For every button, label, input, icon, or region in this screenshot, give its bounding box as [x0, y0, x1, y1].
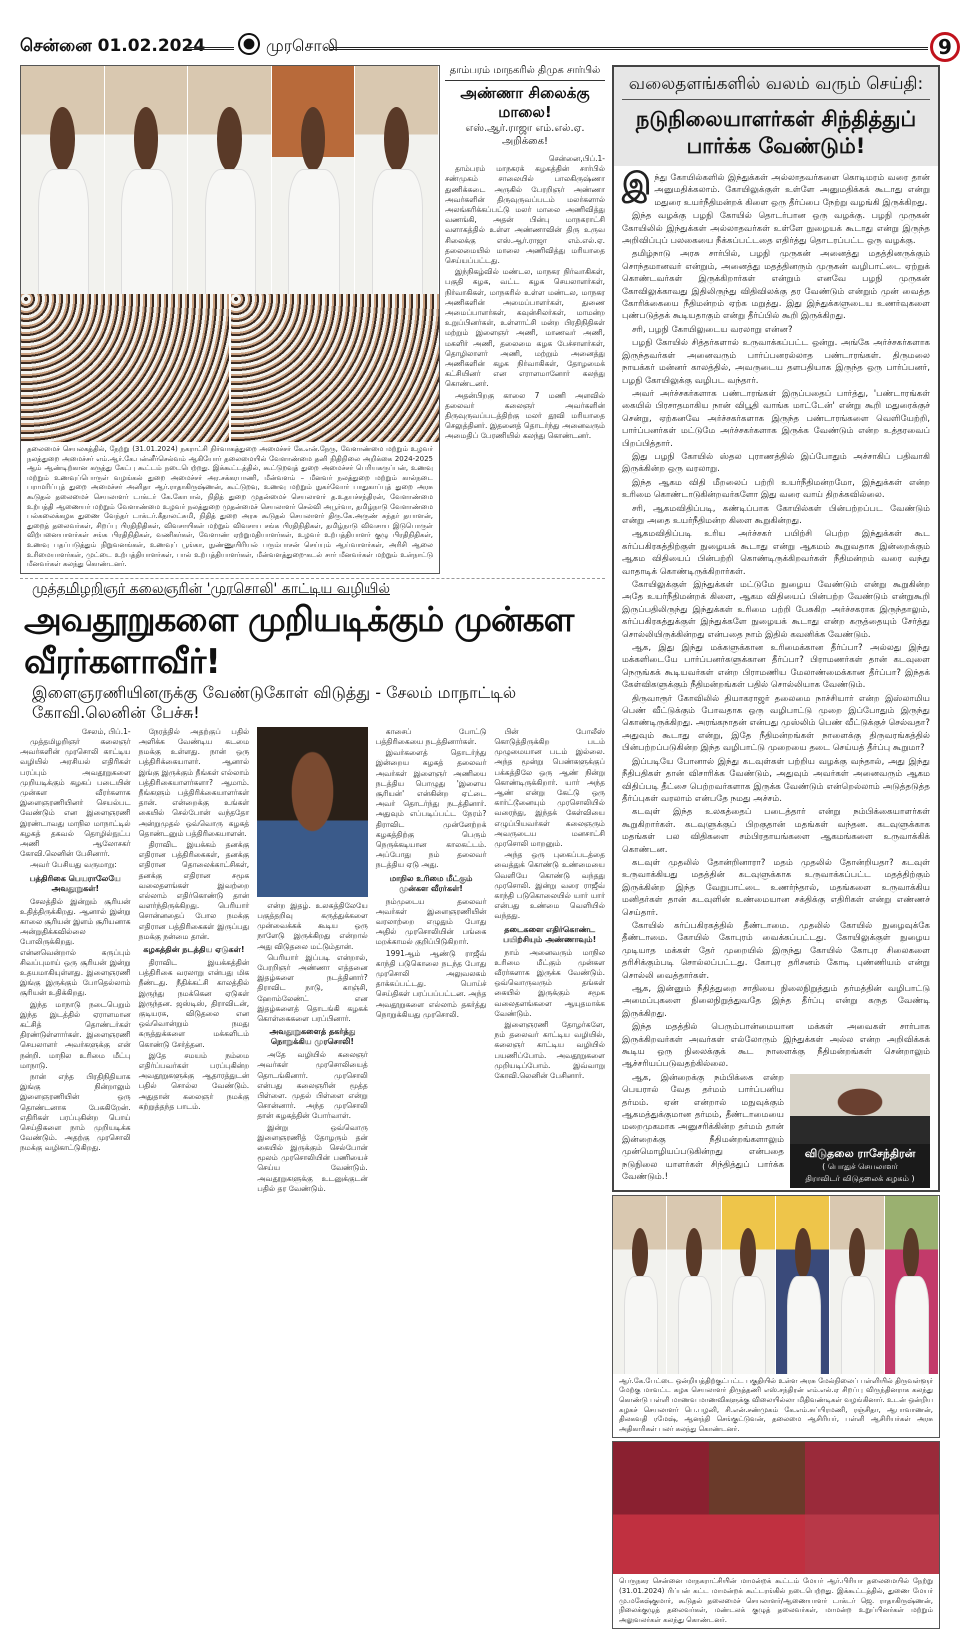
paragraph: கோயில் கர்ப்பகிரகத்தில் தீண்டாமை. முதலில் கோயில் நுழைவுக்கே தீண்டாமை. கோயில் கோபுரம் வைக்கப்பட்டது. கோயிலுக்குள் நுழைய முடியாத மக்கள் தேர் முறையில் இருந்து கோயில் கோபுர சிலைகளை தரிசிக்கும்படி சொல்லப்பட்டது. கோபுர தரிசனம் கோடி புண்ணியம் என்று சொல்லி வைத்தார்கள். — [622, 920, 930, 981]
paragraph: காசைப் போட்டு பத்திரிகையை நடத்தினார்கள். — [375, 726, 487, 746]
paragraph: கோயிலுக்குள் இந்துக்கள் மட்டுமே நுழைய வேண்டும் என்று கூறுகின்ற அதே உயர்நீதிமன்றக் கிளை, ஆகம விதியைப் பின்பற்ற வேண்டும் என்றுகூறி இருப்பதிலிருந்து இந்துக்கள் உரிமை பற்றி பேசுகிற அர்ச்சகராக இருந்தாலும், கர்ப்பகிரகத்துக்குள் இந்துக்களே நுழையக் கூடாது என்ற கருத்தையும் சேர்த்து சொல்லியிருக்கின்றது என்பதை நாம் இதில் கவனிக்க வேண்டும். — [622, 580, 930, 640]
paragraph: இந்த மாநாடு நடைபெறும் இந்த இடத்தில் ஏராளமான கட்சித் தொண்டர்கள் திரண்டுள்ளார்கள். இளைஞரணி செயலாளர் அவர்களுக்கு என் நன்றி. மாநில உரிமை மீட்பு மாநாடு. — [20, 999, 131, 1070]
paragraph: சரி, ஆகமவிதிப்படி, கண்டிப்பாக கோயில்கள் பின்பற்றப்பட வேண்டும் என்று அதை உயர்நீதிமன்ற கிளை கூறுகின்றது. — [622, 503, 930, 526]
paragraph: இந்த வழக்கு பழநி கோயில் தொடர்பான ஒரு வழக்கு. பழநி முருகன் கோயிலில் இந்துக்கள் அல்லாதவர்கள் உள்ளே நுழையக் கூடாது என்று இருந்த அறிவிப்புப் பலகையை நீக்கப்பட்டதை எதிர்த்து தொடரப்பட்ட ஒரு வழக்கு. — [622, 211, 930, 247]
side-story-dateline: சென்னை,பிப்.1- — [548, 154, 605, 163]
author-org: திராவிடர் விடுதலைக் கழகம் ) — [805, 1173, 915, 1183]
paragraph: இளைஞரணி தோழர்களே, நம் தலைவர் காட்டிய வழியில், கலைஞர் காட்டிய வழியில் பயணிப்போம். அவதூறுகளை முறியடிப்போம். இவ்வாறு கோவி.லெனின் பேசினார். — [494, 1020, 605, 1081]
section-subhead: கழகத்தின் நடத்திய ஏடுகள்! — [143, 944, 245, 954]
author-box — [790, 1074, 930, 1188]
article-kicker: முத்தமிழறிஞர் கலைஞரின் 'முரசொலி' காட்டிய வழியில் — [32, 580, 390, 597]
paragraph: இன்று ஒவ்வொரு இளைஞரணித் தோழரும் தன் கையில் இருக்கும் செல்போன் மூலம் முரசொலியின் பணியைச் செய்ய வேண்டும். அவதூறுகளுக்கு உடனுக்குடன் பதில் தர வேண்டும். — [257, 1122, 368, 1193]
paragraph: கடவுள் இந்த உலகத்தைப் படைத்தார் என்று நம்பிக்கையாளர்கள் கூறுகிறார்கள். கடவுளுக்குப் பிறகுதான் மதங்கள் வந்தன. கடவுளுக்காக மதங்கள் பல விதிகளை சம்பிரதாயங்களை ஆகமங்களை உருவாக்கிக் கொண்டன. — [622, 807, 930, 855]
paragraph: அதே வழியில் கலைஞர் அவர்கள் முரசொலியைத் தொடங்கினார். முரசொலி என்பது கலைஞரின் மூத்த பிள்ளை. முதல் பிள்ளை என்று சொன்னார். அந்த முரசொலி தான் கழகத்தின் போர்வாள். — [257, 1050, 368, 1121]
section-subhead: பத்திரிகை பெயராலேயே அவதூறுகள்! — [29, 873, 121, 893]
editorial-box — [612, 65, 940, 1192]
editorial-kicker: வலைதளங்களில் வலம் வரும் செய்தி: — [622, 73, 930, 100]
editorial-headline: நடுநிலையாளர்கள் சிந்தித்துப் பார்க்க வேண்டும்! — [635, 107, 917, 158]
article-column — [494, 727, 605, 1195]
council-photo-caption: பெருநகர சென்னை மாநகராட்சியின் மாமன்றக் கூட்டம் மேயர் ஆர்.பிரியா தலைமையில் நேற்று (31.01.2024) ரிப்பன் கட்ட மாமன்றக் கூட்டரங்கில் நடைபெற்றது. இக்கூட்டத்தில், துணை மேயர் மு.மகேஷ்குமார், கூடுதல் தலைமைச் செயலாளர்/ஆணையாளர் டாக்டர் ஜெ. ராதாகிருஷ்ணன், நிலைக்குழுத் தலைவர்கள், மண்டலக் குழுத் தலைவர்கள், மாமன்ற உறுப்பினர்கள் மற்றும் அலுவலர்கள் கலந்து கொண்டனர். — [619, 1577, 933, 1624]
paragraph: பின் போலீஸ் கொடுத்திருக்கிற படம் முழுமையான படம் இல்லை. அந்த மூன்று பெண்களுக்குப் பக்கத்திலே ஒரு ஆண் நின்று கொண்டிருக்கிறார். யார் அந்த ஆண் என்று கேட்டு ஒரு கார்ட்டூனையும் முரசொலியில் வரைந்து, இந்தக் கேள்வியை எழுப்பியவர்கள் கலைஞரும் அவருடைய மனசாட்சி முரசொலி மாறனும். — [494, 726, 605, 848]
paragraph: இதே சமயம் நம்மை எதிர்ப்பவர்கள் பரப்புகின்ற அவதூறுகளுக்கு ஆதாரத்துடன் பதில் சொல்ல வேண்டும். அதுதான் கலைஞர் நமக்கு கற்றுத்தந்த பாடம். — [138, 1050, 250, 1111]
paragraph: ஆகமவிதிப்படி உரிய அர்ச்சகர் பயிற்சி பெற்ற இந்துக்கள் கூட கர்ப்பகிரகத்திற்குள் நுழையக் கூடாது என்று ஆகமம் கூறுவதாக இன்றைக்கும் ஆகம விதியைப் பின்பற்றி கொண்டிருக்கிறவர்கள் நீதிமன்றம் வரை வந்து வாதாடிக் கொண்டிருக்கிறார்கள். — [622, 529, 930, 577]
article-headline: அவதூறுகளை முறியடிக்கும் முன்கள வீரர்களாவீர்! — [24, 599, 574, 682]
paragraph: ஆக, இன்னும் நீதித்துறை சாதியை நிலைநிறுத்தும் தர்மத்தின் வழிபாட்டு அமைப்புகளை நிலைநிறுத்துவதே இந்த தீர்ப்பு என்று கருத வேண்டி இருக்கிறது. — [622, 984, 930, 1019]
paragraph: திராவிட இயக்கம் தனக்கு எதிரான பத்திரிகைகள், தனக்கு எதிரான தொலைக்காட்சிகள், தனக்கு எதிரான சமூக வலைதளங்கள் இவற்றை எல்லாம் எதிர்கொண்டு தான் வளர்ந்திருக்கிறது. பெரியார் சொன்னதைப் போல நமக்கு எதிரான பத்திரிகைகள் இருப்பது நமக்கு நன்மை தான். — [138, 839, 250, 941]
paragraph: நம்முடைய தலைவர் அவர்கள் இளைஞரணியின் வரலாற்றை எழுதும் போது அதில் முரசொலியின் பங்கை மறக்காமல் குறிப்பிடுகிறார். — [375, 896, 487, 947]
paragraph: ந்து கோயில்களில் இந்துக்கள் அல்லாதவர்களை கொடிமரம் வரை தான் அனுமதிக்கலாம். கோயிலுக்குள் உள்ளே அனுமதிக்கக் கூடாது என்று மதுரை உயர்நீதிமன்றக் கிளை ஒரு தீர்ப்பை நேற்று வழங்கி இருக்கிறது. — [654, 173, 930, 208]
officials-photo — [21, 66, 439, 294]
dateline: சேலம், பிப்.1- — [81, 726, 131, 736]
paragraph: நான் எந்த பிரதிநிதியாக இங்கு நின்றாலும் இளைஞரணியின் ஒரு தொண்டனாக பேசுகிறேன். எதிரிகள் பரப்புகின்ற பொய் செய்திகளை நாம் முறியடிக்க வேண்டும். அதற்கு முரசொலி நமக்கு வழிகாட்டுகிறது. — [20, 1072, 131, 1153]
photo-caption: தலைமைச் செயலகத்தில், நேற்று (31.01.2024) நகராட்சி நிர்வாகத்துறை அமைச்சர் கே.என்.நேரு, வேளாண்மை மற்றும் உழவர் நலத்துறை அமைச்சர் எம்.ஆர்.கே.பன்னீர்செல்வம் ஆகியோர் தலைமையில் வேளாண்மை தனி நிதிநிலை அறிக்கை 2024-2025 ஆம் ஆண்டிற்கான கருத்து கேட்பு கூட்டம் நடைபெற்றது. இக்கூட்டத்தில், கூட்டுறவுத் துறை அமைச்சர் பெரியகருப்பன், உணவு மற்றும் உணவுப்பொருள் வழங்கல் துறை அமைச்சர் அர.சக்கரபாணி, மீன்வளம் – மீனவர் நலத்துறை மற்றும் கால்நடை பராமரிப்புத் துறை அமைச்சர் அனிதா ஆர்.ராதாகிருஷ்ணன், கூட்டுறவு, உணவு மற்றும் நுகர்வோர் பாதுகாப்புத் துறை அரசு கூடுதல் தலைமைச் செயலாளர் டாக்டர் கே.கோபால், நிதித் துறை முதன்மைச் செயலாளர் த.உதயச்சந்திரன், வேளாண்மை உற்பத்தி ஆணையர் மற்றும் வேளாண்மை உழவர் நலத்துறை முதன்மைச் செயலாளர் செல்வி அபூர்வா, தமிழ்நாடு வேளாண்மை பல்கலைக்கழக துணை வேந்தர் டாக்டர்.கீதாலட்சுமி, நிதித் துறை அரசு கூடுதல் செயலாளர் திரு.கே.அருண் சுந்தர் தயாளன், துறைத் தலைவர்கள், சிறப்பு பிரதிநிதிகள், விவசாயிகள் மற்றும் விவசாய சங்க பிரதிநிதிகள், தமிழ்நாடு விவசாய இடுபொருள் விற்பனையாளர்கள் சங்க பிரதிநிதிகள், வணிகர்கள், வேளாண் ஏற்றுமதியாளர்கள், உழவர் உற்பத்தியாளர் குழு பிரதிநிதிகள், உணவு பதப்படுத்தும் நிறுவனங்கள், உணவுப் பூங்கா, நுண்ணுயிரியல் பரும்பாசன் செய்யும் ஆய்வாளர்கள், அரிசி ஆலை உரிமையாளர்கள், முட்டை உற்பத்தியாளர்கள், பால் உற்பத்தியாளர்கள், மீன்வளத்துறை-கடல் சார் மீனவர்கள் மற்றும் உள்நாட்டு மீனவர்கள் கலந்து கொண்டனர். — [27, 445, 433, 569]
paragraph: சரி, பழநி கோயிலுடைய வரலாறு என்ன? — [632, 324, 793, 335]
paragraph: கடவுள் முதலில் தோன்றினாரா? மதம் முதலில் தோன்றியதா? கடவுள் உருவாக்கியது மதத்தின் கடவுளுக்காக உருவாக்கப்பட்ட மதத்திற்கும் இருக்கின்ற இந்த வேறுபாட்டை உணர்ந்தால், மதங்களை உருவாக்கிய மனிதர்கள் தான் கடவுளின் உண்மையான சக்திக்கு எதிரிகள் என்று எண்ணச் செய்தார். — [622, 857, 930, 918]
paragraph: இது பழநி கோயில் ஸ்தல புராணத்தில் இப்போதும் அச்சாகிப் பதிவாகி இருக்கின்ற ஒரு வரலாறு. — [622, 451, 930, 475]
paragraph: திருவாரூர் கோவிலில் தியாகராஜர் தலைமை நாச்சியார் என்ற இஸ்லாமிய பெண் வீட்டுக்கும் போவதாக ஒரு வழிபாட்டு முறை இப்போதும் இருந்து கொண்டிருக்கிறது. அரங்கநாதன் என்பது முஸ்லிம் பெண் வீட்டுக்குச் செல்வதா? அதுவும் கூடாது என்று, இதே நீதிமன்றங்கள் நாளைக்கு திருவரங்கத்தில் பின்பற்றப்படுகின்ற இந்த வழிபாட்டு முறையை தடை செய்யத் தீர்ப்பு கூறுமா? — [622, 693, 930, 754]
paragraph: பழநி கோயில் சித்தர்களால் உருவாக்கப்பட்ட ஒன்று. அங்கே அர்ச்சகர்களாக இருந்தவர்கள் அனைவரும் பார்ப்பனரல்லாத பண்டாரங்கள். திருமலை நாயக்கர் மன்னர் காலத்தில், அவருடைய தளபதியாக இருந்த ஒரு பார்ப்பனர், பழநி கோயிலுக்கு வழிபட வந்தார். — [622, 338, 930, 386]
paragraph: இவர்களைத் தொடர்ந்து இன்றைய கழகத் தலைவர் அவர்கள் இளைஞர் அணியை நடத்திய பொழுது 'இளைய சூரியன்' என்கின்ற ஏட்டை அவர் தொடர்ந்து நடத்தினார். அதுவும் எப்படிப்பட்ட நேரம்? திராவிட முன்னேற்றக் கழகத்திற்கு பெரும் நெருக்கடியான காலகட்டம். அப்போது நம் தலைவர் நடத்திய ஏடு அது. — [375, 748, 487, 870]
article-column — [376, 727, 487, 1195]
side-story-kicker: தாம்பரம் மாநகரில் திமுக சார்பில் — [445, 65, 605, 81]
author-title: ( பொதுச் செயலாளர் — [822, 1161, 898, 1171]
section-subhead: தடைகளை எதிர்கொண்ட பயிற்சியும் அண்ணாவும்! — [503, 924, 597, 944]
bicycle-distribution-photo — [613, 1196, 939, 1374]
hall-photo — [21, 294, 439, 442]
side-story-headline: அண்ணா சிலைக்கு மாலை! — [460, 84, 590, 121]
paragraph: இந்நிகழ்வில் மண்டல, மாநகர நிர்வாகிகள், பகுதி கழக, வட்ட கழக செயலாளர்கள், நிர்வாகிகள், மாநகரில் உள்ள மண்டல, மாநகர அணிகளின் அமைப்பாளர்கள், துணை அமைப்பாளர்கள், கவுன்சிலர்கள், மாமன்ற உறுப்பினர்கள், உள்ளாட்சி மன்ற பிரதிநிதிகள் மற்றும் இளைஞர் அணி, மாணவர் அணி, மகளிர் அணி, தலைமை கழக பேச்சாளர்கள், தொழிலாளர் அணி, மற்றும் அனைத்து அணிகளின் கழக நிர்வாகிகள், தோழமைக் கட்சியினர் என எராளமானோர் கலந்து கொண்டனர். — [445, 267, 605, 389]
paragraph: திராவிட இயக்கத்தின் பத்திரிகை வரலாறு என்பது மிக நீண்டது. நீதிக்கட்சி காலத்தில் இருந்து நமக்கென ஏடுகள் இருந்தன. ஜஸ்டிஸ், திராவிடன், குடியரசு, விடுதலை என ஒவ்வொன்றும் நமது கருத்துக்களை மக்களிடம் கொண்டு சேர்த்தன. — [138, 957, 250, 1049]
section-subhead: அவதூறுகளைத் தகர்த்து நொறுக்கிய முரசொலி! — [269, 1027, 356, 1047]
section-subhead: மாநில உரிமை மீட்கும் முன்கள வீரர்கள்! — [389, 873, 473, 893]
paragraph: இப்படியே போனால் இந்து கடவுள்கள் பற்றிய வழக்கு வந்தால், அது இந்து நீதிபதிகள் தான் விசாரிக்க வேண்டும், அதுவும் அவர்கள் அனைவரும் ஆகம விதிப்படி தீட்சை பெற்றவர்களாக இருக்க வேண்டும் என்றெல்லாம் அடுத்தடுத்த தீர்ப்புகள் வரலாம் என்பதே நமது அச்சம். — [622, 756, 930, 804]
agri-meeting-photo-block — [20, 65, 440, 574]
article-column — [20, 727, 131, 1195]
murasoli-logo-icon — [238, 33, 260, 55]
paragraph: பெரியார் இப்படி என்றால், பேரறிஞர் அண்ணா எத்தனை இதழ்களை நடத்தினார்? திராவிட நாடு, காஞ்சி, ஹோம்லேண்ட் என இதழ்களைத் தொடங்கி கழகக் கொள்கைகளை பரப்பினார். — [257, 952, 368, 1023]
paragraph: நாம் அனைவரும் மாநில உரிமை மீட்கும் முன்கள வீரர்களாக இருக்க வேண்டும். ஒவ்வொருவரும் தங்கள் கையில் இருக்கும் சமூக வலைதளங்களை ஆயுதமாக்க வேண்டும். — [494, 947, 605, 1018]
page-number: 9 — [930, 32, 960, 62]
paper-name: முரசொலி — [266, 36, 338, 55]
paragraph: சேலத்தில் இன்றும் சூரியன் உதித்திருக்கிறது. ஆனால் இன்று காலை சூரியன் இளம் சூரியனாக அன்றுதிக்கவில்லை போலிருக்கிறது. என்னவென்றால் கருப்பும் சிவப்புமாய் ஒரு சூரியன் இன்று உதயமாகியுள்ளது. இளைஞரணி இங்கு இருக்கும் போதெல்லாம் சூரியன் உதிக்கிறது. — [20, 896, 131, 998]
masthead-rule — [330, 47, 928, 50]
school-event-photo-block — [612, 1195, 940, 1439]
article-column — [139, 727, 250, 1195]
paragraph: என்ற இதழ். உலகத்திலேயே பகுத்தறிவு கருத்துக்களை முன்வைக்கக் கூடிய ஒரு நாளேடு இருக்கிறது என்றால் அது விடுதலை மட்டும்தான். — [257, 900, 368, 951]
paragraph: இந்த ஆகம விதி மீறலைப் பற்றி உயர்நீதிமன்றமோ, இந்துக்கள் என்ற உரிமை கொண்டாடுகின்றவர்களோ இது வரை வாய் திறக்கவில்லை. — [622, 477, 930, 501]
side-story-subhead: எஸ்.ஆர்.ராஜா எம்.எல்.ஏ. அறிக்கை! — [465, 123, 585, 147]
paragraph: 1991ஆம் ஆண்டு ராஜீவ் காந்தி படுகொலை நடந்த போது முரசொலி அலுவலகம் தாக்கப்பட்டது. பொய்ச் செய்திகள் பரப்பப்பட்டன. அந்த அவதூறுகளை எல்லாம் தகர்த்து நொறுக்கியது முரசொலி. — [375, 948, 487, 1019]
side-story-body — [445, 164, 605, 441]
paragraph: அதன்பிறகு காலை 7 மணி அளவில் தலைவர் கலைஞர் அவர்களின் திருவுருவப்படத்திற்கு மலர் தூவி மரியாதை செலுத்தினர். இதனைத் தொடர்ந்து அனைவரும் அமைதிப் பேரணியில் கலந்து கொண்டனர். — [445, 390, 605, 441]
editorial-body — [614, 166, 938, 1189]
council-meeting-photo — [613, 1442, 939, 1574]
author-photo — [790, 1074, 930, 1144]
council-photo-block — [612, 1441, 940, 1629]
author-name: விடுதலை ராசேந்திரன் — [804, 1146, 916, 1160]
drop-cap: இ — [622, 167, 652, 202]
paragraph: இந்த மதத்தில் பெரும்பான்மையான மக்கள் அவைகள் சார்பாக இருக்கிறவர்கள் அவர்கள் எல்லோரும் இந்துக்கள் அல்ல என்ற அறிவிக்கக் கூடிய ஒரு நிலைக்குக் கூட நாளைக்கு நீதிமன்றங்கள் சென்றாலும் ஆச்சரியப்படுவதற்கில்லை. — [622, 1022, 930, 1070]
article-column — [257, 727, 368, 1195]
masthead-rule — [188, 47, 234, 50]
paragraph: தாம்பரம் மாநகரக் கழகத்தின் சார்பில் சண்முகம் சாலையில் பாலகிருஷ்ணா துணிக்கடை அருகில் பேரறிஞர் அண்ணா அவர்களின் திருவுருவப்படம் மலர்களால் அலங்கரிக்கப்பட்டு மலர் மாலை அணிவித்து வணங்கி, அதன் பின்பு மாநகராட்சி வளாகத்தில் உள்ள அண்ணாவின் திரு உருவ சிலைக்கு எஸ்.ஆர்.ராஜா எம்.எல்.ஏ. தலைமையில் மாலை அணிவித்து மரியாதை செய்யப்பட்டது. — [445, 164, 605, 266]
paragraph: ஆக, இன்றைக்கு நம்பிக்கை என்ற பெயரால் வேத தர்மம் பார்ப்பனிய தர்மம். ஏன் என்றால் மநுவுக்கும் ஆகமத்துக்குமான தர்மம், தீண்டாமையை மறைமுகமாக அனுசரிக்கின்ற தர்மம் தான் இன்றைக்கு நீதிமன்றங்களாலும் முன்மொழியப்படுகின்றது என்பதை நடுநிலை யாளர்கள் சிந்தித்துப் பார்க்க வேண்டும்.! — [622, 1072, 784, 1183]
paragraph: அவர் பேசியது வருமாறு: — [30, 860, 117, 870]
editorial-header — [614, 67, 938, 166]
school-photo-caption: ஆர்.கே.பேட்டை ஒன்றியத்திற்குட்பட்ட பகுதியில் உள்ள அரசு மேல்நிலைப் பள்ளியில் திருவள்ளூர் மேற்கு மாவட்ட கழக செயலாளர் திருத்தணி எஸ்.சந்திரன் எம்.எல்.ஏ சிறப்பு விருந்தினராக கலந்து கொண்டு பள்ளி மாணவ மாணவிகளுக்கு விலையில்லா மிதிவண்டிகள் வழங்கினார். உடன் ஒன்றிய கழகச் செயலாளர் பெ.பழனி, சி.என்.சண்முகம் கே.எம்.சுப்பிரமணி, ரஞ்சிதா, ஆபாவாணன், திலகவதி ரமேஷ், ஆனந்தி செங்குட்டுவன், தலைமை ஆசிரியர், பள்ளி ஆசிரியர்கள் அரசு அதிகாரிகள் பலர் கலந்து கொண்டனர். — [619, 1376, 933, 1433]
paragraph: அவர் அர்ச்சகர்களாக பண்டாரங்கள் இருப்பதைப் பார்த்து, 'பண்டாரங்கள் கையில் பிரசாதமாகிய நான் விபூதி வாங்க மாட்டேன்' என்று கூறி மதுரைக்குச் சென்று, ஏற்கனவே அர்ச்சகர்களாக இருந்த பண்டாரங்களை வெளியேற்றி, பார்ப்பனர்கள் மட்டுமே அர்ச்சகர்களாக இருக்க வேண்டும் என்ற உத்தரவைப் பிறப்பித்தார். — [622, 388, 930, 449]
paragraph: ஆக, இது இந்து மக்களுக்கான உரிமைக்கான தீர்ப்பா? அல்லது இந்து மக்களிடையே பார்ப்பனர்களுக்கான தீர்ப்பா? பிராமணர்கள் தான் கடவுளை நெருங்கக் கூடியவர்கள் என்ற பிராமணிய மேலாண்மைக்கான தீர்ப்பா? இந்தக் கேள்விகளுக்கும் நீதிமன்றங்கள் பதில் சொல்லியாக வேண்டும். — [622, 643, 930, 691]
paragraph: முத்தமிழறிஞர் கலைஞர் அவர்களின் முரசொலி காட்டிய வழியில் அரசியல் எதிரிகள் பரப்பும் அவதூறுகளை முறியடிக்கும் கழகப் படையின் முன்கள வீரர்களாக இளைஞரணியினர் செயல்பட வேண்டும் என இளைஞரணி இரண்டாவது மாநில மாநாட்டில் கழகத் தகவல் தொழில்நுட்ப அணி ஆலோசகர் கோவி.லெனின் பேசினார். — [20, 736, 131, 859]
paragraph: நேரத்தில் அதற்குப் பதில் அளிக்க வேண்டிய கடமை நமக்கு உள்ளது. நான் ஒரு பத்திரிக்கையாளர். ஆனால் இங்கு இருக்கும் நீங்கள் எல்லாம் பத்திரிகையாளர்களா? ஆமாம். நீங்களும் பத்திரிக்கையாளர்கள் தான். என்றைக்கு உங்கள் கையில் செல்போன் வந்ததோ அன்றுமுதல் ஒவ்வொரு கழகத் தொண்டனும் பத்திரிகையாளன். — [138, 726, 250, 838]
speaker-photo — [257, 727, 368, 897]
edition-date: சென்னை 01.02.2024 — [20, 36, 206, 56]
article-subhead: இளைஞரணியினருக்கு வேண்டுகோள் விடுத்து - சேலம் மாநாட்டில் கோவி.லெனின் பேச்சு! — [32, 682, 517, 722]
paragraph: தமிழ்நாடு அரசு சார்பில், பழநி முருகன் அனைத்து மதத்தினருக்கும் சொந்தமானவர் என்றும், அனைத்து மதத்தினரும் முருகன் வழிபாட்டை ஏற்றுக் கொண்டவர்கள் இருக்கிறார்கள் என்றும் எனவே பழநி முருகன் கோவிலுக்காவது இதிலிருந்து விதிவிலக்கு தர வேண்டும் என்றும் முன் வைத்த கோரிக்கையை நீதிமன்றம் ஏற்க மறுத்து. இது இந்துக்களுடைய உணர்வுகளை புண்படுத்தக் கூடியதாகும் என்று தீர்ப்பில் கூறி இருக்கிறது. — [622, 249, 930, 322]
paragraph: அந்த ஒரு புகைப்படத்தை வைத்துக் கொண்டு உண்மையை வெளியே கொண்டு வந்தது முரசொலி. இன்று வரை ராஜீவ் காந்தி படுகொலையில் யார் யார் என்பது உண்மை வெளியில் வந்தது. — [494, 850, 605, 921]
article-columns — [20, 727, 605, 1195]
side-story — [445, 65, 605, 443]
main-article — [20, 578, 605, 1195]
